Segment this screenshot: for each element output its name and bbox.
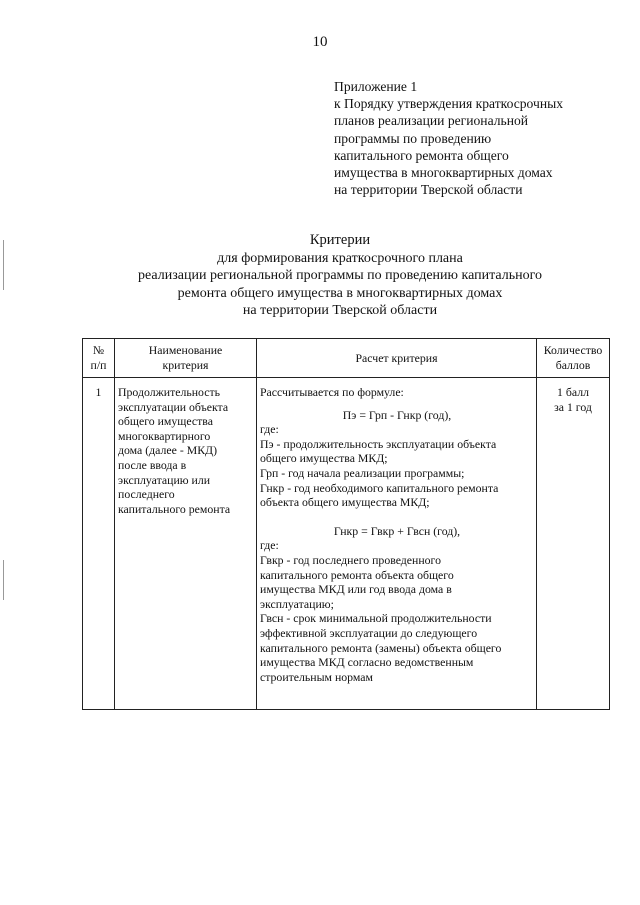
table-header-row xyxy=(83,339,610,378)
appendix-line: имущества в многоквартирных домах xyxy=(334,165,553,181)
where-label: где: xyxy=(260,538,279,553)
criterion-name-line: эксплуатации объекта xyxy=(118,399,229,414)
title-line: для формирования краткосрочного плана xyxy=(217,250,463,266)
scan-edge-mark xyxy=(3,560,4,600)
header-num-line: № xyxy=(92,343,105,358)
criterion-points xyxy=(537,378,610,710)
points-line: 1 балл xyxy=(557,385,589,399)
definition-line: эксплуатацию; xyxy=(260,596,334,611)
row-number: 1 xyxy=(83,378,115,710)
definition-line: имущества МКД или год ввода дома в xyxy=(260,582,452,597)
calc-intro: Рассчитывается по формуле: xyxy=(260,385,404,399)
header-points-line: Количество xyxy=(543,343,603,358)
header-points-line: баллов xyxy=(555,358,591,372)
criterion-name-line: дома (далее - МКД) xyxy=(118,443,218,458)
criterion-name-line: последнего xyxy=(118,487,175,502)
criteria-table xyxy=(82,338,610,710)
definition-line: строительным нормам xyxy=(260,669,373,684)
header-num xyxy=(83,339,115,378)
definition-line: Гнкр - год необходимого капитального ремонта xyxy=(260,480,499,495)
criterion-name xyxy=(115,378,257,710)
header-calc xyxy=(257,339,537,378)
criterion-name-line: эксплуатацию или xyxy=(118,472,211,487)
definition-line: капитального ремонта (замены) объекта общего xyxy=(260,640,502,655)
definition-line: имущества МКД согласно ведомственным xyxy=(260,655,474,670)
appendix-line: Приложение 1 xyxy=(334,79,418,94)
header-name xyxy=(115,339,257,378)
header-name-line: Наименование xyxy=(148,343,223,358)
criterion-name-line: капитального ремонта xyxy=(118,501,231,516)
title-line: на территории Тверской области xyxy=(242,303,438,318)
formula-1: Пэ = Грп - Гнкр (год), xyxy=(342,407,452,422)
criterion-name-line: многоквартирного xyxy=(118,428,211,443)
points-line: за 1 год xyxy=(554,399,592,414)
definition-line: Грп - год начала реализации программы; xyxy=(260,465,465,480)
appendix-line: планов реализации региональной xyxy=(334,113,529,129)
criterion-name-line: Продолжительность xyxy=(118,385,221,399)
appendix-line: к Порядку утверждения краткосрочных xyxy=(334,96,564,112)
title-main: Критерии xyxy=(309,232,371,248)
formula-2: Гнкр = Гвкр + Гвсн (год), xyxy=(333,523,461,538)
table-row xyxy=(83,378,610,710)
scan-edge-mark xyxy=(3,240,4,290)
definition-line: эффективной эксплуатации до следующего xyxy=(260,625,478,640)
header-calc-text: Расчет критерия xyxy=(355,350,438,365)
title-line: реализации региональной программы по проведению капитального xyxy=(138,268,542,283)
appendix-reference xyxy=(334,78,634,198)
definition-line: общего имущества МКД; xyxy=(260,451,388,466)
header-points xyxy=(537,339,610,378)
page-number: 10 xyxy=(312,34,328,50)
criterion-name-line: после ввода в xyxy=(118,457,187,472)
where-label: где: xyxy=(260,422,279,437)
definition-line: Пэ - продолжительность эксплуатации объекта xyxy=(260,436,497,451)
criterion-calculation xyxy=(257,378,537,710)
document-title xyxy=(60,232,620,320)
appendix-line: программы по проведению xyxy=(334,130,492,146)
title-line: ремонта общего имущества в многоквартирных домах xyxy=(177,285,503,301)
appendix-line: капитального ремонта общего xyxy=(334,147,509,163)
criterion-name-line: общего имущества xyxy=(118,414,213,429)
definition-line: капитального ремонта объекта общего xyxy=(260,567,454,582)
header-name-line: критерия xyxy=(162,358,209,372)
appendix-line: на территории Тверской области xyxy=(334,182,523,198)
header-num-line: п/п xyxy=(90,358,107,372)
definition-line: Гвсн - срок минимальной продолжительности xyxy=(260,611,492,626)
definition-line: Гвкр - год последнего проведенного xyxy=(260,552,442,567)
definition-line: объекта общего имущества МКД; xyxy=(260,495,430,510)
